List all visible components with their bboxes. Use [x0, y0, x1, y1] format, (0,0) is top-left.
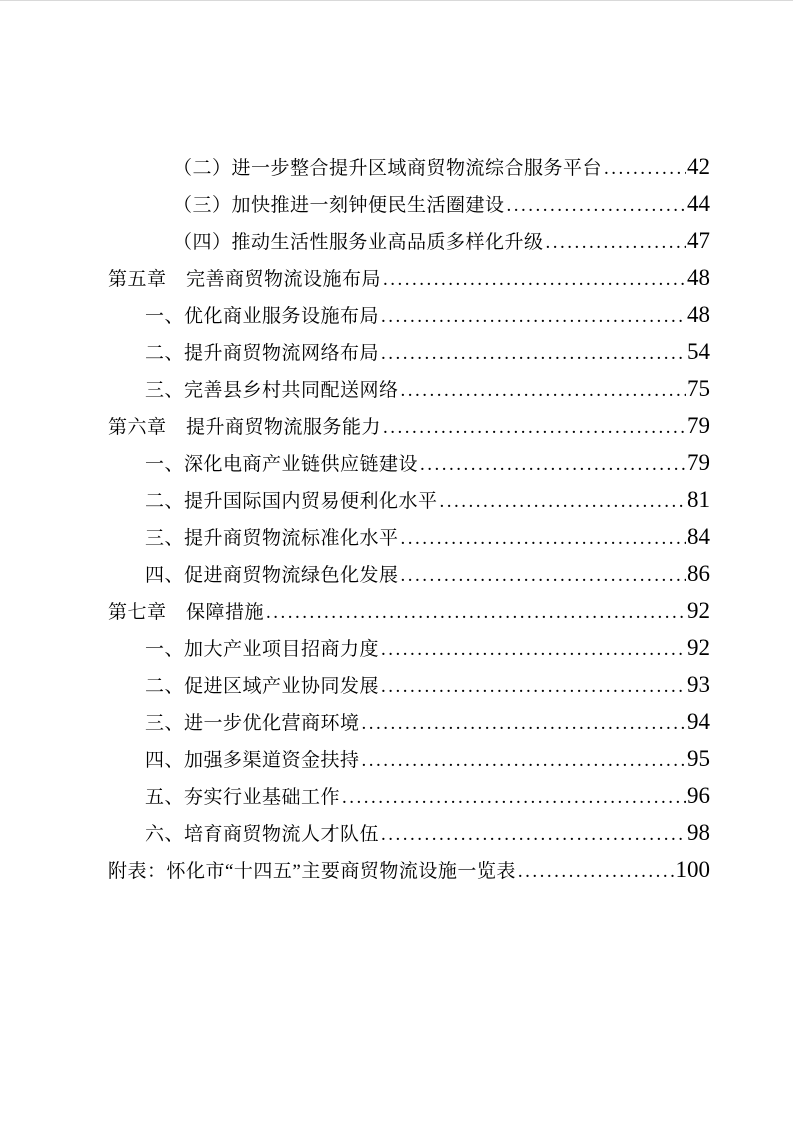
- toc-leader-dots: [546, 224, 686, 261]
- toc-leader-dots: [507, 187, 686, 224]
- toc-leader-dots: [381, 668, 686, 705]
- toc-entry-page: 75: [687, 376, 710, 401]
- toc-list: [108, 148, 710, 888]
- toc-entry-page: 86: [687, 561, 710, 586]
- toc-entry-title: 二、促进区域产业协同发展: [145, 676, 380, 697]
- toc-entry-page: 48: [687, 265, 710, 290]
- toc-leader-dots: [401, 557, 686, 594]
- toc-entry-title: 三、进一步优化营商环境: [145, 713, 360, 734]
- toc-leader-dots: [401, 520, 686, 557]
- toc-leader-dots: [420, 446, 686, 483]
- toc-entry-title: 第六章 提升商贸物流服务能力: [108, 417, 382, 438]
- toc-entry-page: 42: [687, 154, 710, 179]
- toc-entry-page: 47: [687, 228, 710, 253]
- toc-entry-page: 95: [687, 746, 710, 771]
- toc-entry-page: 44: [687, 191, 710, 216]
- toc-entry-page: 96: [687, 783, 710, 808]
- toc-entry-page: 54: [687, 339, 710, 364]
- toc-entry: [108, 333, 710, 370]
- toc-entry-page: 84: [687, 524, 710, 549]
- toc-leader-dots: [604, 150, 686, 187]
- toc-entry-page: 92: [687, 635, 710, 660]
- toc-entry-title: 三、提升商贸物流标准化水平: [145, 528, 399, 549]
- toc-leader-dots: [342, 779, 686, 816]
- toc-entry: [108, 222, 710, 259]
- toc-entry: [108, 296, 710, 333]
- toc-leader-dots: [401, 372, 686, 409]
- toc-leader-dots: [381, 335, 686, 372]
- toc-entry: [108, 148, 710, 185]
- toc-entry-title: 一、深化电商产业链供应链建设: [145, 454, 419, 475]
- toc-entry-title: 第七章 保障措施: [108, 602, 265, 623]
- toc-entry-title: （四）推动生活性服务业高品质多样化升级: [173, 232, 544, 253]
- toc-entry-title: （二）进一步整合提升区域商贸物流综合服务平台: [173, 158, 603, 179]
- toc-leader-dots: [381, 816, 686, 853]
- toc-leader-dots: [440, 483, 686, 520]
- toc-leader-dots: [381, 298, 686, 335]
- toc-entry-title: 五、夯实行业基础工作: [145, 787, 341, 808]
- toc-entry: [108, 851, 710, 888]
- toc-entry-page: 92: [687, 598, 710, 623]
- toc-entry: [108, 740, 710, 777]
- toc-entry: [108, 518, 710, 555]
- toc-entry-page: 79: [687, 413, 710, 438]
- toc-entry-title: 三、完善县乡村共同配送网络: [145, 380, 399, 401]
- toc-leader-dots: [362, 705, 686, 742]
- toc-entry-title: 四、促进商贸物流绿色化发展: [145, 565, 399, 586]
- toc-entry: [108, 777, 710, 814]
- toc-entry: [108, 666, 710, 703]
- toc-entry: [108, 555, 710, 592]
- toc-entry-title: 一、加大产业项目招商力度: [145, 639, 380, 660]
- toc-entry: [108, 444, 710, 481]
- toc-entry-page: 79: [687, 450, 710, 475]
- toc-entry: [108, 185, 710, 222]
- toc-entry-page: 94: [687, 709, 710, 734]
- toc-entry: [108, 592, 710, 629]
- toc-leader-dots: [383, 261, 686, 298]
- toc-entry: [108, 370, 710, 407]
- toc-entry-title: 二、提升国际国内贸易便利化水平: [145, 491, 438, 512]
- toc-entry: [108, 481, 710, 518]
- toc-entry-title: 附表：怀化市“十四五”主要商贸物流设施一览表: [108, 861, 516, 882]
- toc-leader-dots: [383, 409, 686, 446]
- toc-entry-title: 一、优化商业服务设施布局: [145, 306, 380, 327]
- toc-entry-page: 98: [687, 820, 710, 845]
- toc-entry-title: 第五章 完善商贸物流设施布局: [108, 269, 382, 290]
- toc-entry-page: 48: [687, 302, 710, 327]
- toc-entry-page: 81: [687, 487, 710, 512]
- toc-entry-title: （三）加快推进一刻钟便民生活圈建设: [173, 195, 505, 216]
- toc-leader-dots: [381, 631, 686, 668]
- toc-leader-dots: [266, 594, 686, 631]
- toc-entry: [108, 814, 710, 851]
- toc-entry: [108, 703, 710, 740]
- toc-entry: [108, 259, 710, 296]
- toc-entry-title: 二、提升商贸物流网络布局: [145, 343, 380, 364]
- toc-entry-title: 四、加强多渠道资金扶持: [145, 750, 360, 771]
- toc-entry-title: 六、培育商贸物流人才队伍: [145, 824, 380, 845]
- toc-leader-dots: [518, 853, 675, 890]
- toc-leader-dots: [362, 742, 686, 779]
- toc-entry-page: 100: [675, 857, 710, 882]
- toc-entry-page: 93: [687, 672, 710, 697]
- toc-entry: [108, 407, 710, 444]
- toc-entry: [108, 629, 710, 666]
